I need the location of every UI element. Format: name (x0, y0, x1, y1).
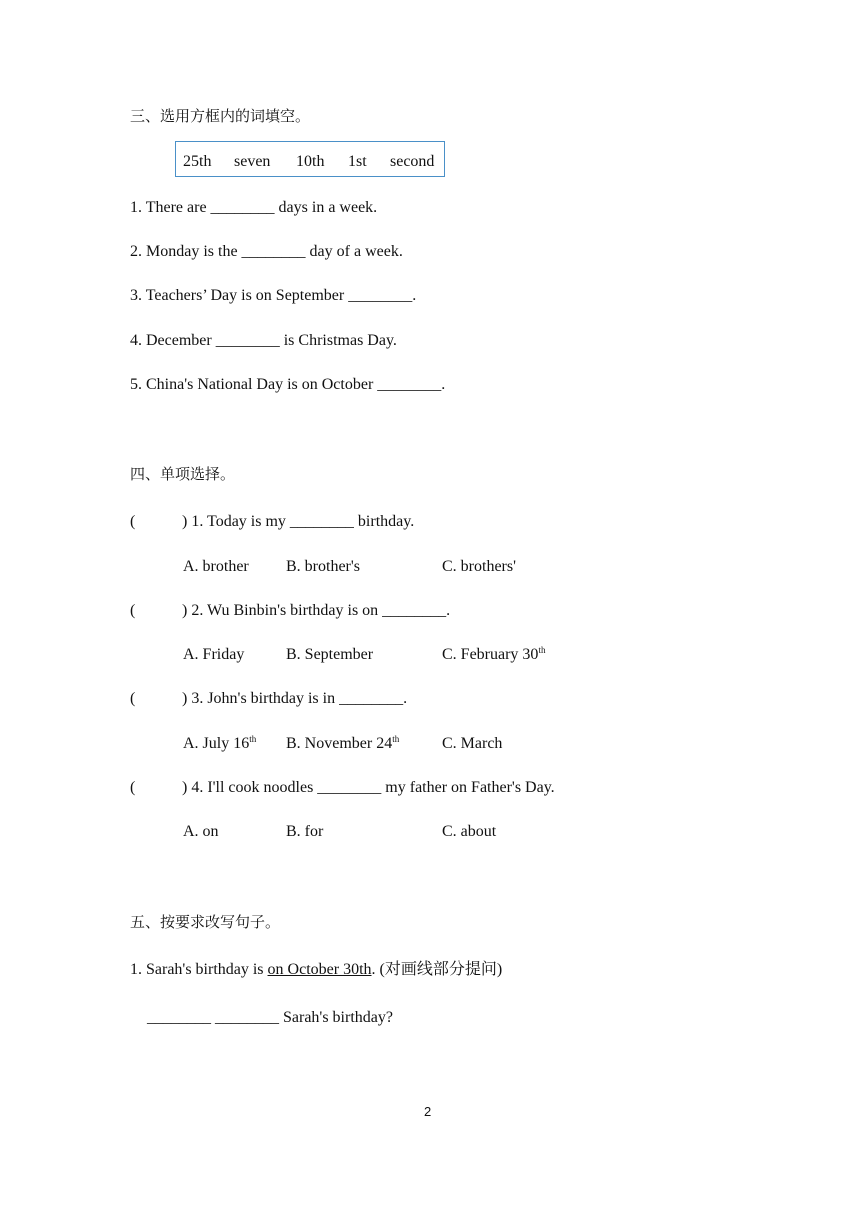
word-box-item: 10th (296, 153, 325, 170)
ordinal-suffix: th (392, 734, 400, 744)
word-box-item: seven (234, 153, 271, 170)
option-a-text: A. July 16 (183, 735, 250, 752)
option-c: C. March (442, 735, 503, 752)
section4-question-2: ) 2. Wu Binbin's birthday is on ________. (182, 602, 451, 619)
option-b: B. September (286, 646, 374, 663)
word-box-item: 25th (183, 153, 212, 170)
word-box (175, 141, 445, 177)
option-c: C. brothers' (442, 558, 516, 575)
ordinal-suffix: th (249, 734, 257, 744)
answer-paren: ( (130, 602, 136, 619)
option-a: A. brother (183, 558, 249, 575)
section3-question-4: 4. December ________ is Christmas Day. (130, 332, 397, 349)
section3-question-2: 2. Monday is the ________ day of a week. (130, 243, 403, 260)
option-b: B. brother's (286, 558, 360, 575)
section4-question-1: ) 1. Today is my ________ birthday. (182, 513, 415, 530)
answer-paren: ( (130, 779, 136, 796)
section3-question-5: 5. China's National Day is on October ________. (130, 376, 446, 393)
option-a: A. on (183, 823, 219, 840)
section3-heading: 三、选用方框内的词填空。 (130, 107, 311, 125)
option-c-text: C. February 30 (442, 646, 539, 663)
section3-question-3: 3. Teachers’ Day is on September ________. (130, 287, 417, 304)
answer-line: ________ ________ Sarah's birthday? (147, 1009, 393, 1026)
question-prefix: 1. Sarah's birthday is (130, 961, 268, 978)
option-a (183, 734, 256, 754)
section5-question-1 (130, 960, 502, 980)
option-b-text: B. November 24 (286, 735, 393, 752)
section4-question-4: ) 4. I'll cook noodles ________ my father on Father's Day. (182, 779, 555, 796)
word-box-item: 1st (348, 153, 367, 170)
page-number: 2 (424, 1104, 432, 1119)
option-c (442, 645, 545, 665)
answer-paren: ( (130, 513, 136, 530)
option-a: A. Friday (183, 646, 245, 663)
section4-heading: 四、单项选择。 (130, 465, 236, 483)
option-b (286, 734, 399, 754)
section3-question-1: 1. There are ________ days in a week. (130, 199, 378, 216)
option-b: B. for (286, 823, 324, 840)
section5-heading: 五、按要求改写句子。 (130, 913, 281, 931)
underlined-phrase: on October 30th (267, 961, 372, 978)
question-suffix: . (对画线部分提问) (371, 961, 503, 978)
answer-paren: ( (130, 690, 136, 707)
word-box-item: second (390, 153, 435, 170)
section4-question-3: ) 3. John's birthday is in ________. (182, 690, 408, 707)
option-c: C. about (442, 823, 497, 840)
ordinal-suffix: th (538, 645, 546, 655)
